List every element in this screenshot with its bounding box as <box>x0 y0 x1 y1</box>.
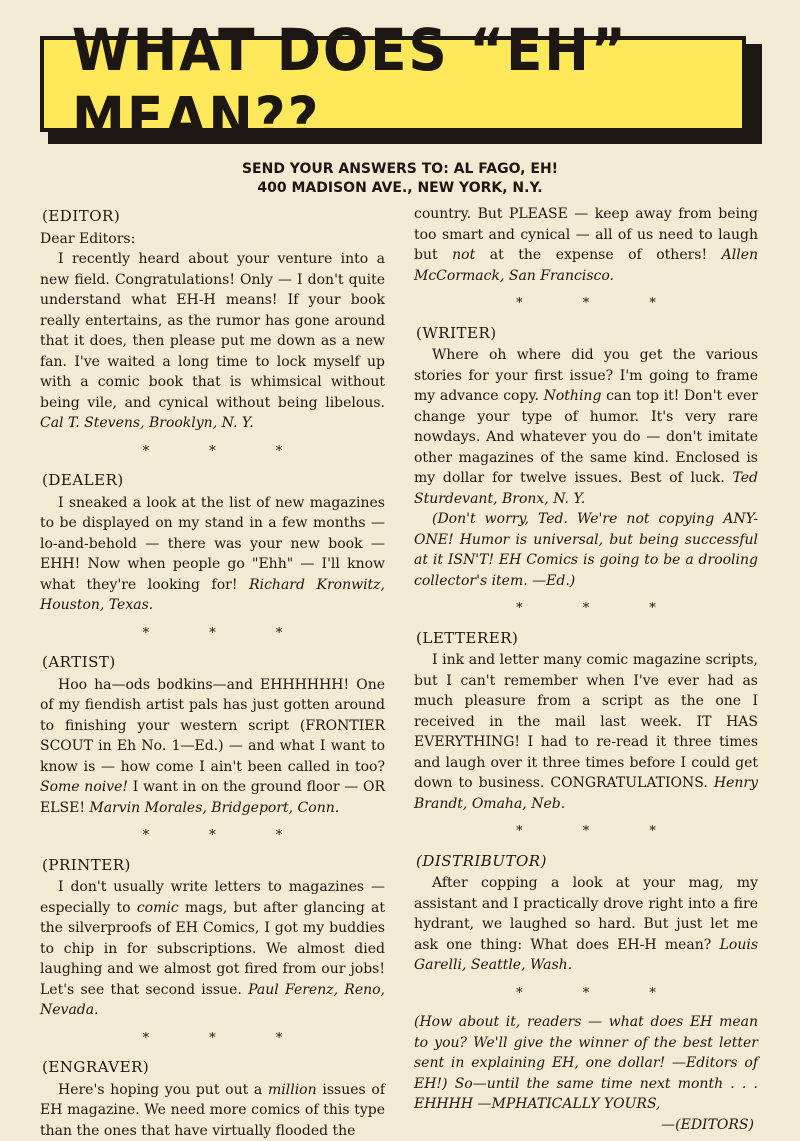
section-head-editor: (EDITOR) <box>42 206 385 227</box>
letter-text: Hoo ha—ods bodkins—and EHHHHHH! One of my fiendish artist pals has just gotten around to finishing your western script (FRONTIER SCOUT in Eh No. 1—Ed.) — and what I want to know is — how come I ain't been called in too? <box>40 677 385 775</box>
star-divider: * * * <box>414 822 758 843</box>
title-banner <box>40 36 746 132</box>
letter-body <box>414 873 758 976</box>
letter-text: I ink and letter many comic magazine scripts, but I can't remember when I've ever had as much pleasure from a script as the one I received in the mail last week. IT HAS EVERYTHING! I had to re-read it three times and laugh over it three times before I could get down to business. CONGRATULATIONS. <box>414 652 758 791</box>
star-divider: * * * <box>40 442 385 463</box>
letter-body <box>40 1080 385 1141</box>
send-line-1: SEND YOUR ANSWERS TO: AL FAGO, EH! <box>230 160 570 179</box>
star-divider: * * * <box>414 599 758 620</box>
letter-text-2: at the expense of others! <box>490 247 707 263</box>
letter-italic: Some noive! <box>40 779 128 795</box>
star-divider: * * * <box>40 1029 385 1050</box>
letter-text: I recently heard about your venture into a new field. Congratulations! Only — I don't quite understand what EH-H means! If your book really entertains, as the rumor has gone around that it does, then please put me down as a new fan. I've waited a long time to lock myself up with a comic book that is whimsical without being vile, and cynical without being libelous. <box>40 251 385 411</box>
letter-dealer <box>40 470 385 616</box>
section-head-printer: (PRINTER) <box>42 855 385 876</box>
letter-letterer <box>414 628 758 815</box>
letter-writer <box>414 323 758 592</box>
section-head-letterer: (LETTERER) <box>416 628 758 649</box>
letter-body <box>40 493 385 616</box>
letter-italic: not <box>452 247 475 263</box>
letter-signature: Henry Brandt, Omaha, Neb. <box>414 775 758 812</box>
letter-body <box>40 675 385 819</box>
letter-engraver <box>40 1057 385 1141</box>
send-line-2: 400 MADISON AVE., NEW YORK, N.Y. <box>230 179 570 198</box>
letter-text-2: can top it! Don't ever change your type of humor. It's very rare nowdays. And whatever you do — don't imitate other magazines of the same kind. Enclosed is my dollar for twelve issues. Best of luck. <box>414 388 758 486</box>
letter-italic: Nothing <box>544 388 602 404</box>
letter-signature: Ted Sturdevant, Bronx, N. Y. <box>414 470 758 507</box>
letter-text-2: I want in on the ground floor — OR ELSE! <box>40 779 385 816</box>
letter-distributor <box>414 851 758 976</box>
closing-section <box>414 1012 758 1135</box>
letter-italic: comic <box>137 900 179 916</box>
right-column <box>414 204 758 1135</box>
letter-signature: Paul Ferenz, Reno, Nevada. <box>40 982 385 1019</box>
section-head-engraver: (ENGRAVER) <box>42 1057 385 1078</box>
letter-signature: Cal T. Stevens, Brooklyn, N. Y. <box>40 415 254 431</box>
salutation: Dear Editors: <box>40 229 385 250</box>
section-head-writer: (WRITER) <box>416 323 758 344</box>
letter-text: country. But PLEASE — keep away from being too smart and cynical — all of us need to laugh but <box>414 206 758 263</box>
letter-signature: Louis Garelli, Seattle, Wash. <box>414 937 758 974</box>
closing-note: (How about it, readers — what does EH mean to you? We'll give the winner of the best letter sent in explaining EH, one dollar! —Editors of EH!) So—until the same time next month . . . EHHHH —MPHATICALLY YOURS, <box>414 1012 758 1115</box>
letter-artist <box>40 652 385 818</box>
letter-body <box>414 650 758 814</box>
letter-text: I sneaked a look at the list of new magazines to be displayed on my stand in a few months — lo-and-behold — there was your new book — EHH! Now when people go "Ehh" — I'll know what they're looking for! <box>40 495 385 593</box>
letter-signature: Richard Kronwitz, Houston, Texas. <box>40 577 385 614</box>
left-column <box>40 206 385 1141</box>
star-divider: * * * <box>414 294 758 315</box>
section-head-distributor: (DISTRIBUTOR) <box>416 851 758 872</box>
star-divider: * * * <box>40 826 385 847</box>
letter-text: I don't usually write letters to magazines — especially to <box>40 879 385 916</box>
star-divider: * * * <box>40 624 385 645</box>
letter-editor <box>40 206 385 434</box>
letter-signature: Allen McCormack, San Francisco. <box>414 247 758 284</box>
letter-body <box>40 877 385 1021</box>
letter-text-2: issues of EH magazine. We need more comics of this type than the ones that have virtually flooded the <box>40 1082 385 1139</box>
editor-reply: (Don't worry, Ted. We're not copying ANY-ONE! Humor is universal, but being successful at it ISN'T! EH Comics is going to be a drooling collector's item. —Ed.) <box>414 509 758 591</box>
letter-text: After copping a look at your mag, my assistant and I practically drove right into a fire hydrant, we laughed so hard. But just let me ask one thing: What does EH-H mean? <box>414 875 758 953</box>
letter-text: Where oh where did you get the various stories for your first issue? I'm going to frame my advance copy. <box>414 347 758 404</box>
letter-body <box>414 345 758 509</box>
star-divider: * * * <box>414 984 758 1005</box>
section-head-dealer: (DEALER) <box>42 470 385 491</box>
letter-text: Here's hoping you put out a <box>58 1082 262 1098</box>
letter-body <box>40 249 385 434</box>
section-head-artist: (ARTIST) <box>42 652 385 673</box>
letter-engraver-continued <box>414 204 758 286</box>
letter-text-2: mags, but after glancing at the silverproofs of EH Comics, I got my buddies to chip in for subscriptions. We almost died laughing and we almost got fired from our jobs! Let's see that second issue. <box>40 900 385 998</box>
page-title: WHAT DOES “EH” MEAN?? <box>72 16 714 152</box>
letter-printer <box>40 855 385 1021</box>
letter-italic: million <box>268 1082 317 1098</box>
letter-signature: Marvin Morales, Bridgeport, Conn. <box>89 800 339 816</box>
send-answers-address <box>230 160 570 198</box>
closing-signature: —(EDITORS) <box>414 1115 758 1136</box>
